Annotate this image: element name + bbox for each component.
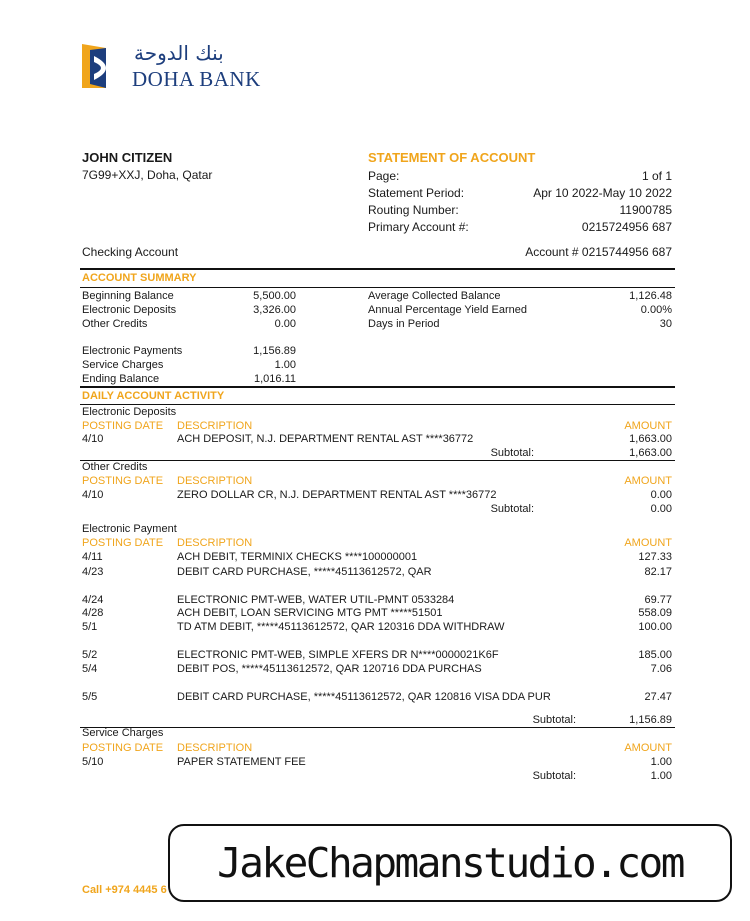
doha-bank-logo-icon (80, 42, 124, 90)
customer-name: JOHN CITIZEN (82, 150, 173, 165)
column-header: POSTING DATE DESCRIPTION AMOUNT (82, 475, 672, 487)
subtotal-row: Subtotal: 1,156.89 (532, 714, 672, 726)
account-summary-title: ACCOUNT SUMMARY (82, 272, 197, 284)
summary-row: Electronic Payments 1,156.89 (82, 345, 296, 357)
summary-row: Days in Period 30 (368, 318, 672, 330)
column-header: POSTING DATE DESCRIPTION AMOUNT (82, 420, 672, 432)
subtotal-row: Subtotal: 1.00 (532, 770, 672, 782)
statement-title: STATEMENT OF ACCOUNT (368, 150, 536, 165)
summary-right (368, 289, 672, 331)
meta-row-page: Page: 1 of 1 (368, 169, 672, 183)
transaction-row: 5/1 TD ATM DEBIT, *****45113612572, QAR 120316 DDA WITHDRAW 100.00 (82, 621, 672, 633)
summary-left-top (82, 289, 296, 331)
transaction-row: 5/10 PAPER STATEMENT FEE 1.00 (82, 756, 672, 768)
meta-row-primary-account: Primary Account #: 0215724956 687 (368, 220, 672, 234)
group-title-electronic-payment: Electronic Payment (82, 523, 177, 535)
column-header: POSTING DATE DESCRIPTION AMOUNT (82, 537, 672, 549)
meta-row-routing: Routing Number: 11900785 (368, 203, 672, 217)
summary-row: Annual Percentage Yield Earned 0.00% (368, 304, 672, 316)
divider (80, 268, 675, 270)
summary-row: Electronic Deposits 3,326.00 (82, 304, 296, 316)
divider (80, 460, 675, 461)
transaction-row: 4/10 ZERO DOLLAR CR, N.J. DEPARTMENT RENTAL AST ****36772 0.00 (82, 489, 672, 501)
subtotal-row: Subtotal: 1,663.00 (490, 447, 672, 459)
divider (80, 404, 675, 405)
summary-row: Service Charges 1.00 (82, 359, 296, 371)
account-type: Checking Account (82, 245, 179, 259)
transaction-row: 4/24 ELECTRONIC PMT-WEB, WATER UTIL-PMNT 0533284 69.77 (82, 594, 672, 606)
transaction-row: 4/11 ACH DEBIT, TERMINIX CHECKS ****100000001 127.33 (82, 551, 672, 563)
meta-row-period: Statement Period: Apr 10 2022-May 10 2022 (368, 186, 672, 200)
summary-row: Ending Balance 1,016.11 (82, 373, 296, 385)
subtotal-row: Subtotal: 0.00 (490, 503, 672, 515)
divider (80, 727, 675, 728)
divider (80, 287, 675, 288)
footer-call: Call +974 4445 6 (82, 884, 167, 896)
daily-activity-title: DAILY ACCOUNT ACTIVITY (82, 390, 225, 402)
bank-name-arabic: بنك الدوحة (134, 41, 224, 65)
summary-row: Other Credits 0.00 (82, 318, 296, 330)
transaction-row: 4/28 ACH DEBIT, LOAN SERVICING MTG PMT *****51501 558.09 (82, 607, 672, 619)
divider (80, 386, 675, 388)
group-title-other-credits: Other Credits (82, 461, 148, 473)
account-number: Account # 0215744956 687 (525, 245, 672, 259)
summary-row: Beginning Balance 5,500.00 (82, 290, 296, 302)
group-title-electronic-deposits: Electronic Deposits (82, 406, 177, 418)
transaction-row: 4/10 ACH DEPOSIT, N.J. DEPARTMENT RENTAL AST ****36772 1,663.00 (82, 433, 672, 445)
customer-address: 7G99+XXJ, Doha, Qatar (82, 168, 213, 182)
transaction-row: 5/5 DEBIT CARD PURCHASE, *****45113612572, QAR 120816 VISA DDA PUR 27.47 (82, 691, 672, 703)
group-title-service-charges: Service Charges (82, 727, 164, 739)
bank-name-english: DOHA BANK (132, 67, 261, 91)
statement-meta (368, 168, 672, 236)
transaction-row: 4/23 DEBIT CARD PURCHASE, *****45113612572, QAR 82.17 (82, 566, 672, 578)
transaction-row: 5/4 DEBIT POS, *****45113612572, QAR 120716 DDA PURCHAS 7.06 (82, 663, 672, 675)
watermark-banner: JakeChapmanstudio.com (168, 824, 732, 902)
summary-left-bottom (82, 344, 296, 386)
summary-row: Average Collected Balance 1,126.48 (368, 290, 672, 302)
column-header: POSTING DATE DESCRIPTION AMOUNT (82, 742, 672, 754)
transaction-row: 5/2 ELECTRONIC PMT-WEB, SIMPLE XFERS DR N****0000021K6F 185.00 (82, 649, 672, 661)
